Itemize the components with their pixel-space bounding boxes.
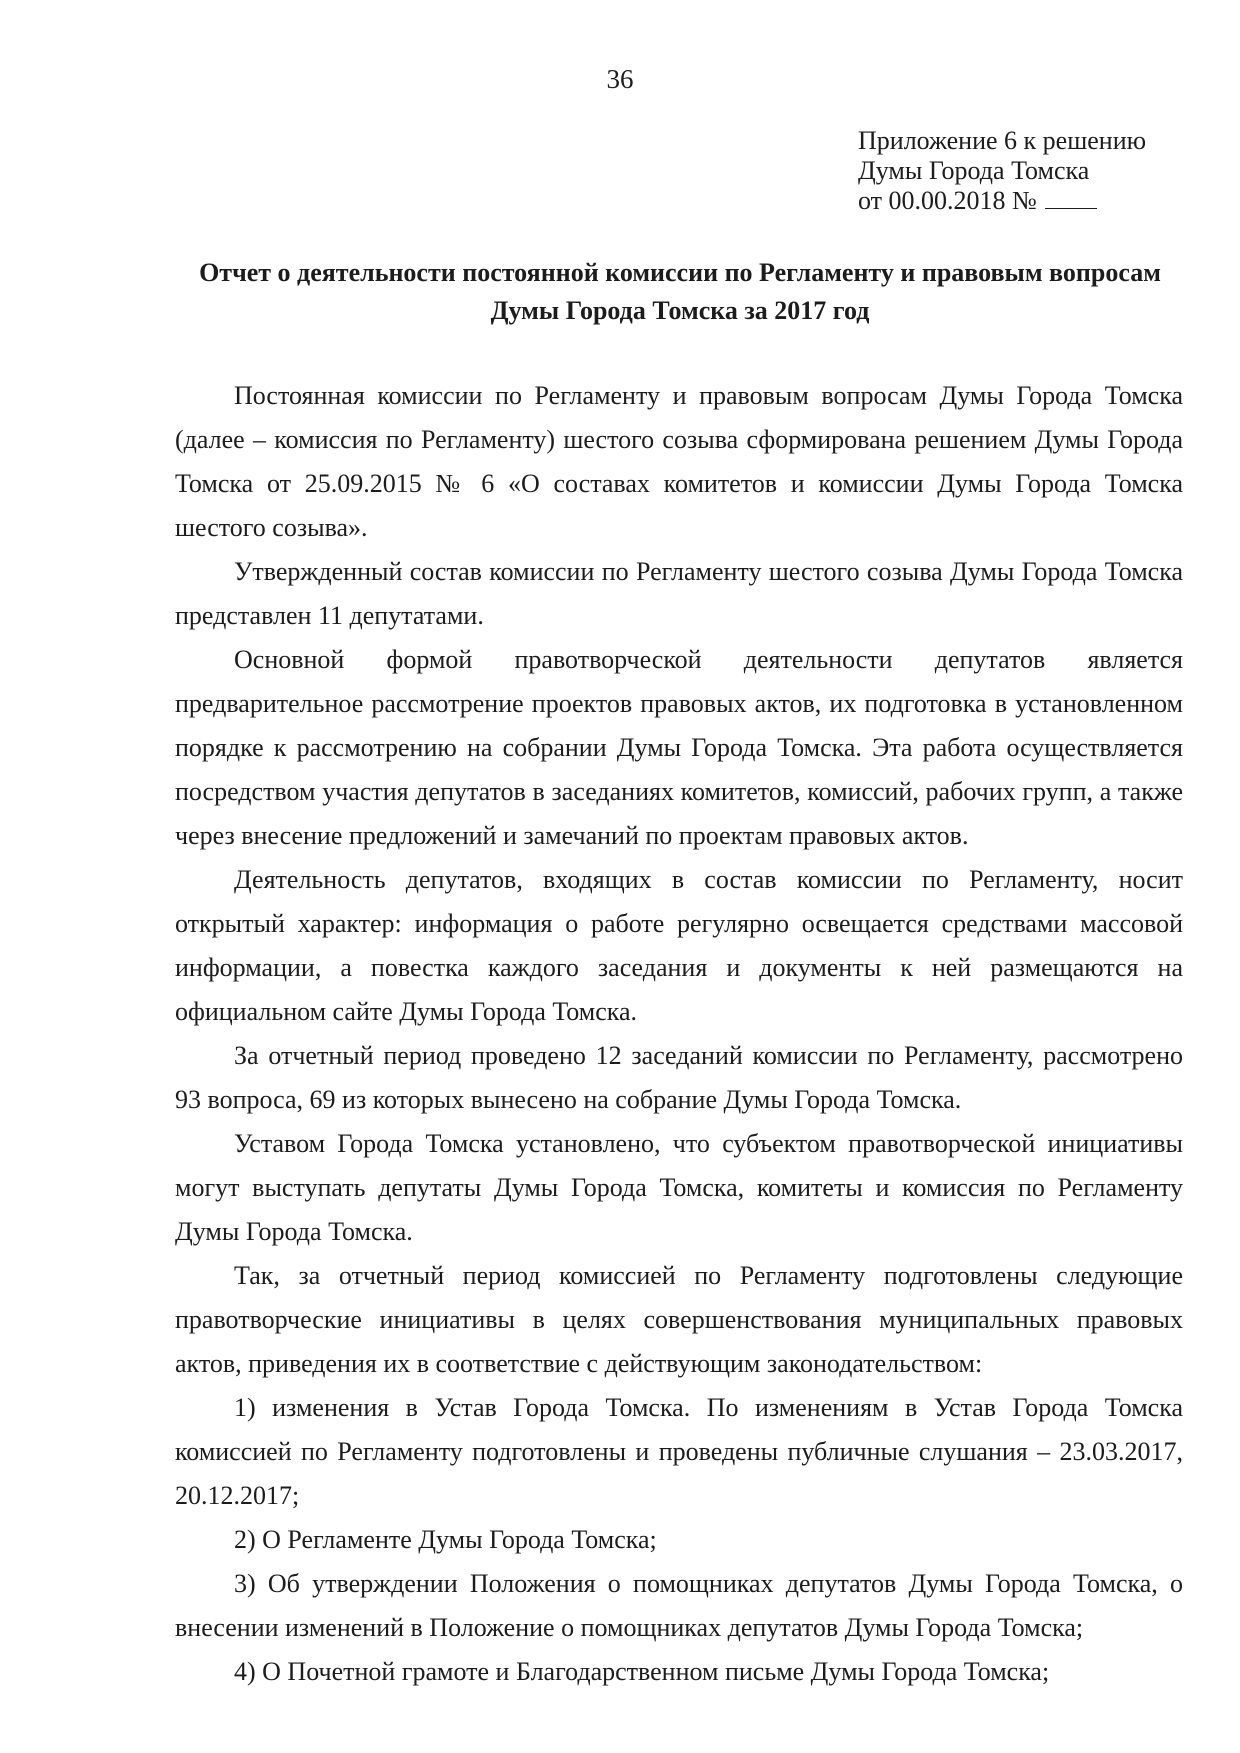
title-line-1: Отчет о деятельности постоянной комиссии по Регламенту и правовым вопросам [199,258,1161,287]
list-item: 4) О Почетной грамоте и Благодарственном письме Думы Города Томска; [234,1657,1050,1686]
appendix-line-2: Думы Города Томска [858,156,1090,185]
title-line-2: Думы Города Томска за 2017 год [490,296,870,325]
appendix-header [858,126,1198,216]
appendix-line-3 [858,186,1198,216]
page-number: 36 [606,64,634,94]
number-blank-line [1045,188,1097,209]
paragraph: За отчетный период проведено 12 заседаний комиссии по Регламенту, рассмотрено 93 вопроса, 69 из которых вынесено на собрание Думы Города Томска. [175,1041,1183,1114]
paragraph: Основной формой правотворческой деятельности депутатов является предварительное рассмотрение проектов правовых актов, их подготовка в установленном порядке к рассмотрению на собрании Думы Города Томска. Эта работа осуществляется посредством участия депутатов в заседаниях комитетов, комиссий, рабочих групп, а также через внесение предложений и замечаний по проектам правовых актов. [175,645,1183,850]
paragraph: Так, за отчетный период комиссией по Регламенту подготовлены следующие правотворческие инициативы в целях совершенствования муниципальных правовых актов, приведения их в соответствие с действующим законодательством: [175,1261,1183,1378]
list-item: 2) О Регламенте Думы Города Томска; [234,1525,657,1554]
paragraph: Уставом Города Томска установлено, что субъектом правотворческой инициативы могут выступать депутаты Думы Города Томска, комитеты и комиссия по Регламенту Думы Города Томска. [175,1129,1183,1246]
paragraph: Утвержденный состав комиссии по Регламенту шестого созыва Думы Города Томска представлен 11 депутатами. [175,557,1183,630]
paragraph: Деятельность депутатов, входящих в состав комиссии по Регламенту, носит открытый характер: информация о работе регулярно освещается средствами массовой информации, а повестка каждого заседания и документы к ней размещаются на официальном сайте Думы Города Томска. [175,865,1183,1026]
appendix-date-number: от 00.00.2018 № [858,186,1037,215]
document-title [175,254,1185,330]
list-item: 1) изменения в Устав Города Томска. По изменениям в Устав Города Томска комиссией по Регламенту подготовлены и проведены публичные слушания – 23.03.2017, 20.12.2017; [175,1393,1183,1510]
appendix-line-1: Приложение 6 к решению [858,126,1147,155]
paragraph: Постоянная комиссии по Регламенту и правовым вопросам Думы Города Томска (далее – комиссия по Регламенту) шестого созыва сформирована решением Думы Города Томска от 25.09.2015 № 6 «О составах комитетов и комиссии Думы Города Томска шестого созыва». [175,381,1183,542]
document-body [175,374,1183,1694]
list-item: 3) Об утверждении Положения о помощниках депутатов Думы Города Томска, о внесении изменений в Положение о помощниках депутатов Думы Города Томска; [175,1569,1183,1642]
